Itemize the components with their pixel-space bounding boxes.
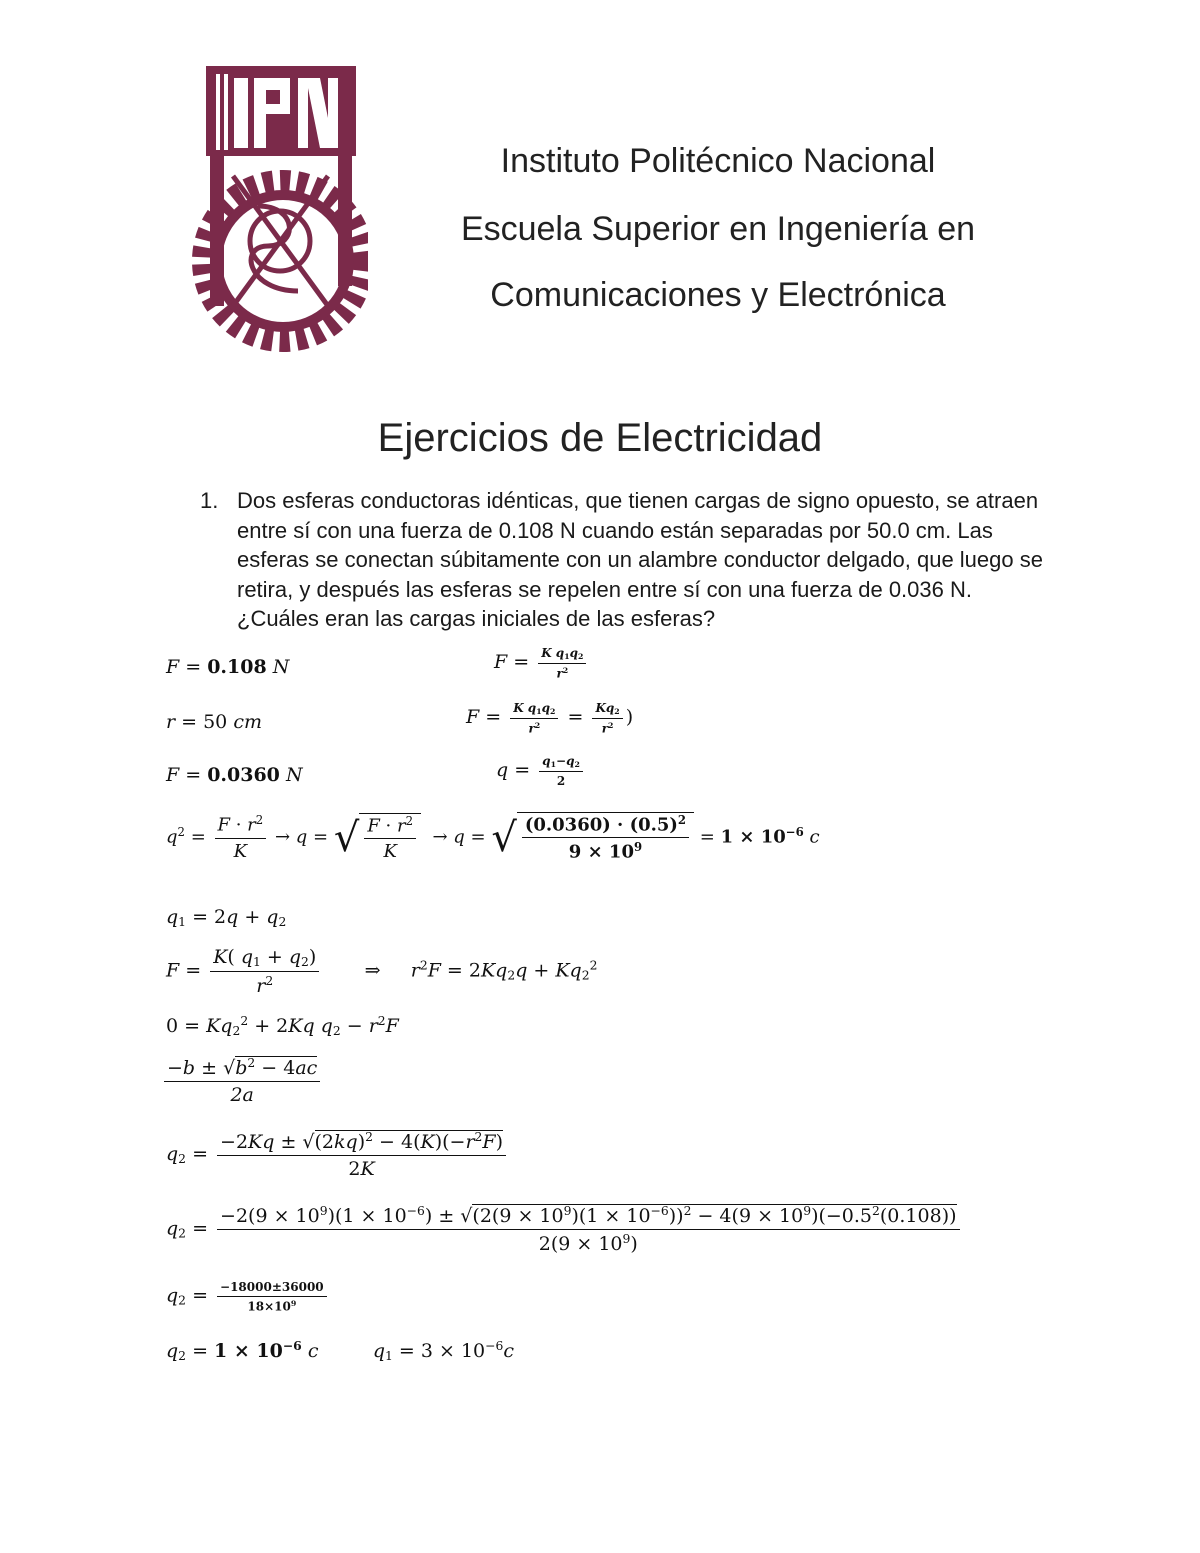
institution-name: Instituto Politécnico Nacional [500, 142, 936, 180]
school-name-line2: Comunicaciones y Electrónica [490, 276, 946, 314]
given-force-1: F = 0.108 N [166, 656, 290, 678]
equation-q2-general: $q_2$ = $\frac{-2Kq \pm √(2kq)^2 - 4(K)(-r^2F)}{2K}$ [166, 1130, 509, 1180]
given-distance: r = 50 cm [166, 711, 262, 733]
problem-text: Dos esferas conductoras idénticas, que tienen cargas de signo opuesto, se atraen entre sí con una fuerza de 0.108 N cuando están separadas por 50.0 cm. Las esferas se conectan súbitamente con un alambre conductor delgado, que luego se retira, y después las esferas se repelen entre sí con una fuerza de 0.036 N. ¿Cuáles eran las cargas iniciales de las esferas? [237, 488, 1043, 631]
final-results: $q_2 = 1 \times 10^{-6}$ c $q_1 = 3 \times 10^{-6}c$ [166, 1338, 514, 1363]
given-force-2: F = 0.0360 N [166, 764, 303, 786]
document-title: Ejercicios de Electricidad [377, 416, 823, 460]
equation-q-solve: $q^2$ = $\frac{F \cdot r^2}{K}$ → q = √ $\frac{F \cdot r^2}{K}$ → q = √ $\frac{(0.0360) \cdot (0.5)^2}{9 \times 10^9}$ = $1 \times 10^{-6}$ c [166, 813, 820, 863]
school-name-line1: Escuela Superior en Ingeniería en [460, 210, 976, 248]
equation-force-sum: F = $\frac{K( q_1 + q_2)}{r^2}$ ⇒ $r^2F = 2Kq_2q + Kq_2^2$ [166, 946, 598, 997]
equation-quadratic: $0 = Kq_2^2 + 2Kq$ $q_2 - r^2F$ [166, 1014, 399, 1038]
formula-coulomb-2: F = $\frac{K q_1q_2}{r^2}$ = $\frac{Kq_2}{r^2}$ ) [466, 701, 634, 736]
equation-q1: $q_1 = 2q + q_2$ [166, 906, 287, 930]
formula-charge-avg: q = $\frac{q_1-q_2}{2}$ [496, 754, 586, 788]
equation-q2-numeric: $q_2$ = $\frac{-18000\pm 36000}{18\times 10^9}$ [166, 1280, 330, 1313]
equation-q2-substituted: $q_2$ = $-2(9 \times 10^9)(1 \times 10^{-6}) \pm √(2(9 \times 10^9)(1 \times 10^{-6}))^2 - 4(9 \times 10^9)(-0.5^2(0.108))$ $2(9 \times 10^9)$ [166, 1204, 963, 1255]
equation-quadratic-formula: $\frac{-b \pm √b^2 - 4ac}{2a}$ [164, 1056, 320, 1106]
ipn-logo [188, 56, 368, 356]
formula-coulomb: F = $\frac{K q_1q_2}{r^2}$ [494, 646, 589, 680]
problem-number: 1. [200, 488, 219, 513]
